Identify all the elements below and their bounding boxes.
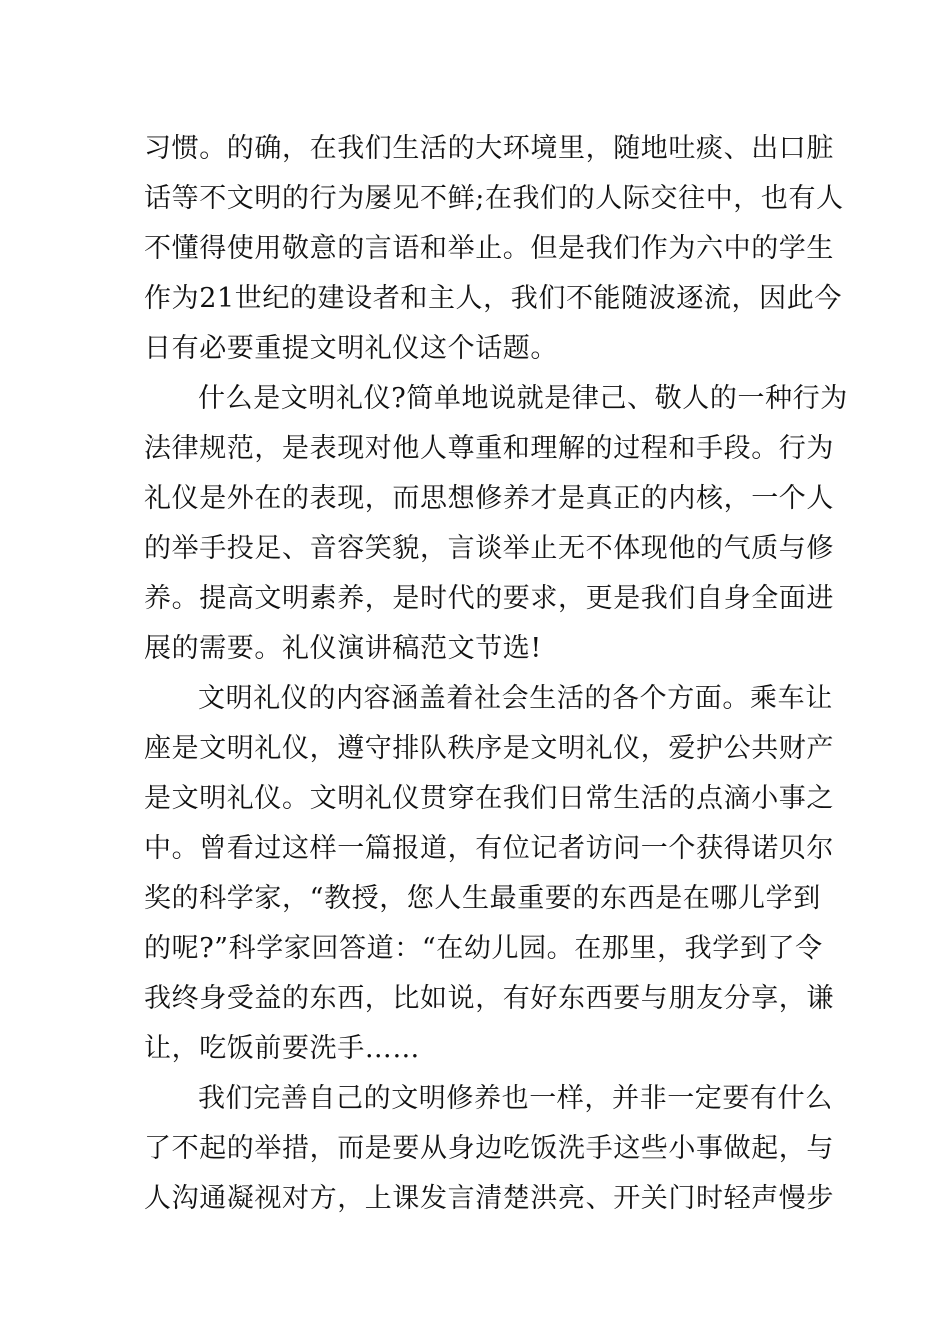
text-line: 了不起的举措，而是要从身边吃饭洗手这些小事做起，与 xyxy=(144,1133,834,1164)
text-line: 让，吃饭前要洗手…… xyxy=(144,1033,420,1064)
text-line: 的呢?”科学家回答道：“在幼儿园。在那里，我学到了令 xyxy=(144,933,823,964)
text-line: 礼仪是外在的表现，而思想修养才是真正的内核，一个人 xyxy=(144,483,834,514)
text-line: 作为21世纪的建设者和主人，我们不能随波逐流，因此今 xyxy=(144,283,842,314)
text-line: 的举手投足、音容笑貌，言谈举止无不体现他的气质与修 xyxy=(144,533,834,564)
text-line: 习惯。的确，在我们生活的大环境里，随地吐痰、出口脏 xyxy=(144,133,834,164)
text-line: 中。曾看过这样一篇报道，有位记者访问一个获得诺贝尔 xyxy=(144,833,834,864)
text-line: 我终身受益的东西，比如说，有好东西要与朋友分享，谦 xyxy=(144,983,834,1014)
text-line: 养。提高文明素养，是时代的要求，更是我们自身全面进 xyxy=(144,583,834,614)
text-line: 人沟通凝视对方，上课发言清楚洪亮、开关门时轻声慢步 xyxy=(144,1183,834,1214)
text-line: 展的需要。礼仪演讲稿范文节选! xyxy=(144,633,542,664)
text-line: 是文明礼仪。文明礼仪贯穿在我们日常生活的点滴小事之 xyxy=(144,783,834,814)
text-line: 不懂得使用敬意的言语和举止。但是我们作为六中的学生 xyxy=(144,233,834,264)
text-line: 什么是文明礼仪?简单地说就是律己、敬人的一种行为 xyxy=(198,383,848,414)
text-line: 奖的科学家，“教授，您人生最重要的东西是在哪儿学到 xyxy=(144,883,821,914)
text-line: 座是文明礼仪，遵守排队秩序是文明礼仪，爱护公共财产 xyxy=(144,733,834,764)
text-line: 我们完善自己的文明修养也一样，并非一定要有什么 xyxy=(198,1083,833,1114)
text-line: 话等不文明的行为屡见不鲜;在我们的人际交往中，也有人 xyxy=(144,183,844,214)
text-line: 法律规范，是表现对他人尊重和理解的过程和手段。行为 xyxy=(144,433,834,464)
text-line: 日有必要重提文明礼仪这个话题。 xyxy=(144,333,558,364)
text-line: 文明礼仪的内容涵盖着社会生活的各个方面。乘车让 xyxy=(198,683,833,714)
